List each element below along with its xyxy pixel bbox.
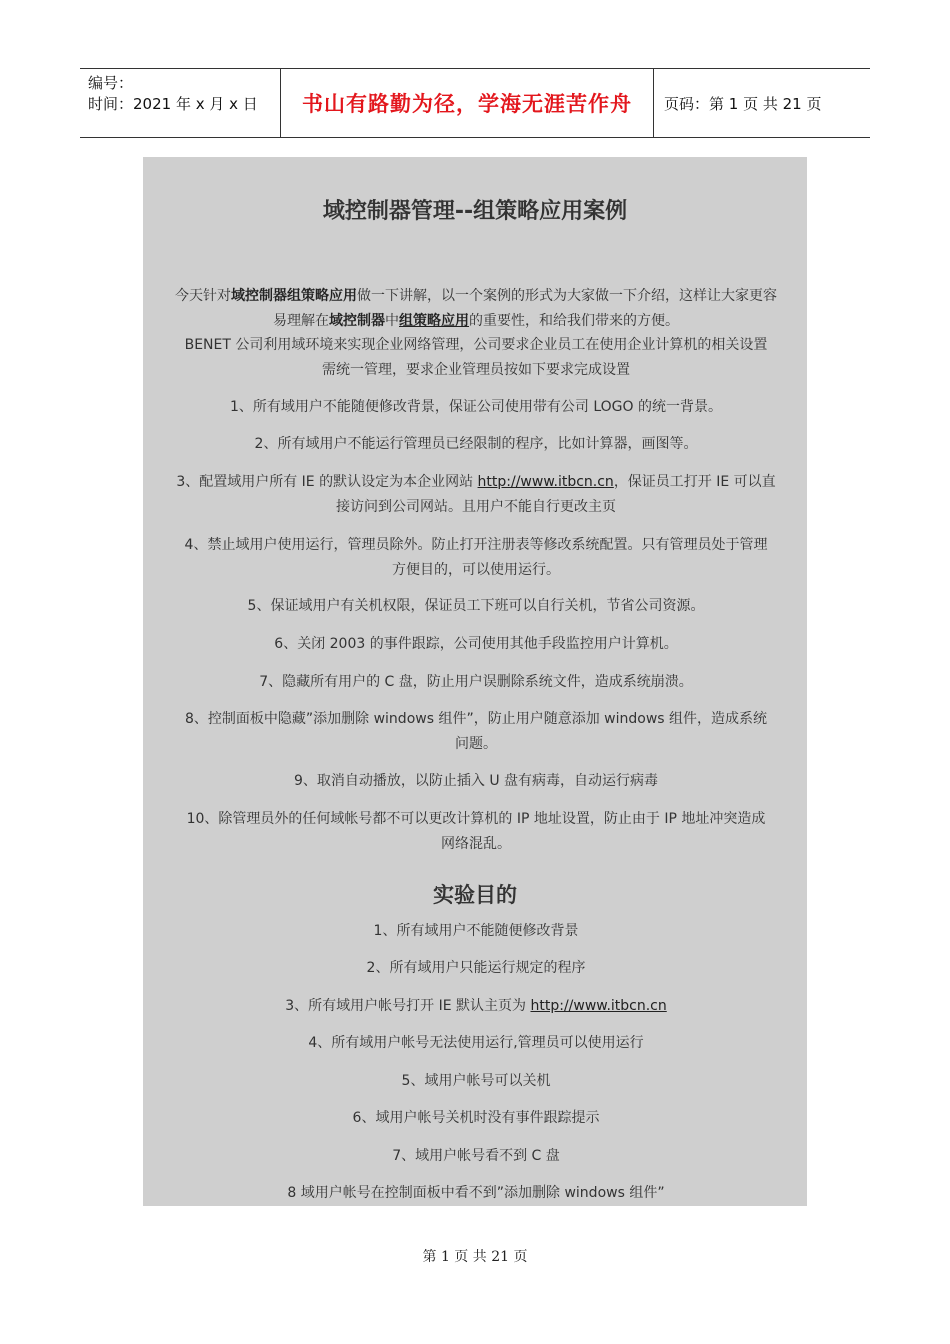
goal-item-1: 1、所有域用户不能随便修改背景 [373,923,579,939]
requirement-text: 10、除管理员外的任何域帐号都不可以更改计算机的 IP 地址设置，防止由于 IP 地址冲突造成 [186,811,766,827]
goal-item-4: 4、所有域用户帐号无法使用运行,管理员可以使用运行 [308,1035,644,1051]
intro-line-2 [146,309,806,334]
requirement-text: 接访问到公司网站。且用户不能自行更改主页 [336,499,616,515]
header-meta [80,69,280,137]
intro-line-3: BENET 公司利用域环境来实现企业网络管理，公司要求企业员工在使用企业计算机的相关设置 [184,337,768,353]
requirement-item-3 [146,470,806,520]
requirement-text: 4、禁止域用户使用运行，管理员除外。防止打开注册表等修改系统配置。只有管理员处于管理 [184,537,768,553]
document-date-label: 时间：2021 年 x 月 x 日 [88,95,258,113]
goals-section-title: 实验目的 [433,883,517,907]
requirement-item-6: 6、关闭 2003 的事件跟踪，公司使用其他手段监控用户计算机。 [274,636,678,652]
intro-text: 做一下讲解，以一个案例的形式为大家做一下介绍，这样让大家更容 [357,288,777,304]
requirement-text: 方便目的，可以使用运行。 [392,562,560,578]
requirement-text: 网络混乱。 [441,836,511,852]
homepage-link[interactable]: http://www.itbcn.cn [530,998,667,1014]
requirement-text: 3、配置域用户所有 IE 的默认设定为本企业网站 [176,474,478,490]
intro-keyword: 域控制器组策略应用 [231,288,357,304]
intro-text: 今天针对 [175,288,231,304]
requirement-text: 8、控制面板中隐藏”添加删除 windows 组件”，防止用户随意添加 windows 组件，造成系统 [184,711,768,727]
goal-item-6: 6、域用户帐号关机时没有事件跟踪提示 [352,1110,600,1126]
intro-keyword-link[interactable]: 组策略应用 [399,313,469,329]
goal-item-2: 2、所有域用户只能运行规定的程序 [366,960,586,976]
requirement-item-5: 5、保证域用户有关机权限，保证员工下班可以自行关机，节省公司资源。 [247,598,705,614]
company-website-link[interactable]: http://www.itbcn.cn [477,474,614,490]
requirement-item-10 [146,807,806,857]
page-footer: 第 1 页 共 21 页 [422,1249,528,1265]
intro-text: 中 [385,313,399,329]
document-title: 域控制器管理--组策略应用案例 [322,199,628,224]
document-number-label: 编号： [88,74,134,92]
requirement-item-9: 9、取消自动播放，以防止插入 U 盘有病毒，自动运行病毒 [293,773,659,789]
page-header [80,68,870,138]
header-page-info: 页码：第 1 页 共 21 页 [664,94,822,113]
goal-item-3 [146,994,806,1019]
header-motto-cell [280,69,654,137]
header-motto: 书山有路勤为径，学海无涯苦作舟 [302,92,632,116]
intro-line-1 [146,284,806,309]
intro-text: 的重要性，和给我们带来的方便。 [469,313,679,329]
requirement-item-7: 7、隐藏所有用户的 C 盘，防止用户误删除系统文件，造成系统崩溃。 [259,674,693,690]
requirement-text: 问题。 [455,736,497,752]
requirement-item-2: 2、所有域用户不能运行管理员已经限制的程序，比如计算器，画图等。 [254,436,698,452]
requirement-item-1: 1、所有域用户不能随便修改背景，保证公司使用带有公司 LOGO 的统一背景。 [230,399,722,415]
goal-item-7: 7、域用户帐号看不到 C 盘 [392,1148,560,1164]
requirement-item-8 [146,707,806,757]
requirement-item-4 [146,533,806,583]
goal-item-8: 8 域用户帐号在控制面板中看不到”添加删除 windows 组件” [287,1185,665,1201]
goal-item-5: 5、域用户帐号可以关机 [401,1073,551,1089]
intro-keyword: 域控制器 [329,313,385,329]
intro-text: 易理解在 [273,313,329,329]
intro-line-4: 需统一管理，要求企业管理员按如下要求完成设置 [322,362,630,378]
requirement-text: ，保证员工打开 IE 可以直 [613,474,776,490]
goal-text: 3、所有域用户帐号打开 IE 默认主页为 [285,998,531,1014]
